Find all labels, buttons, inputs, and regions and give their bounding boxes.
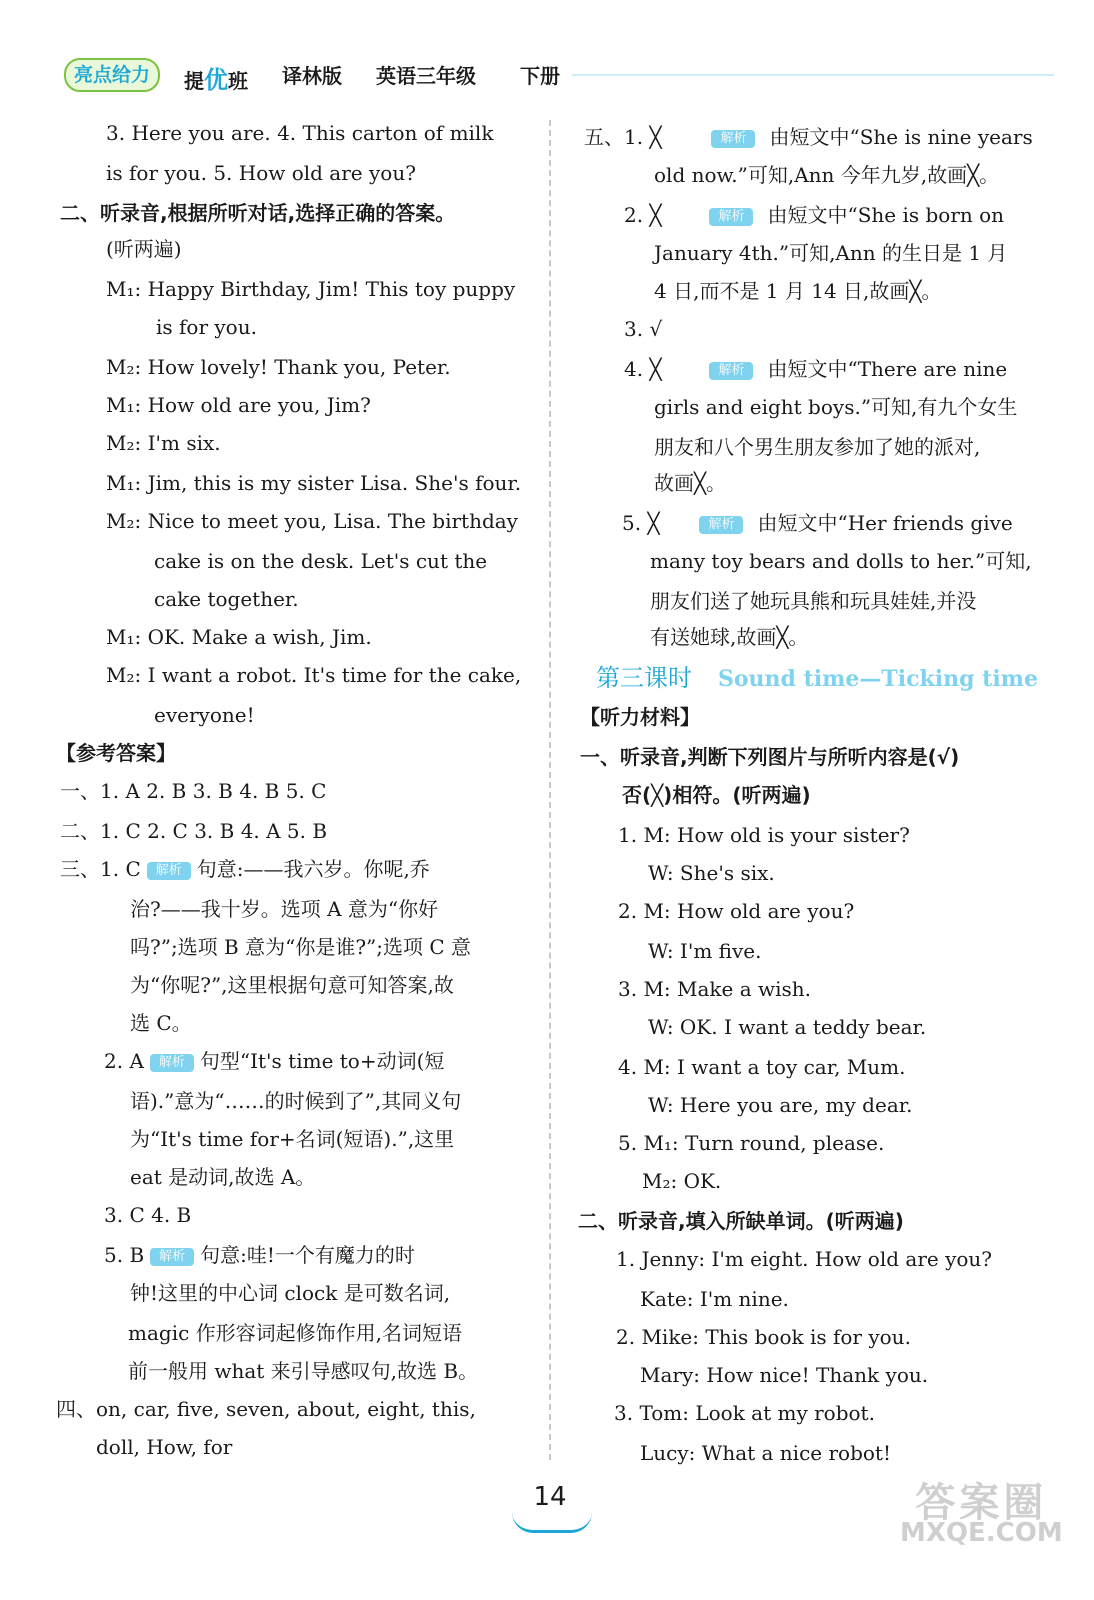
analysis-line: 钟!这里的中心词 clock 是可数名词, [130, 1281, 451, 1305]
header-rule [572, 74, 1054, 76]
analysis-tag: 解析 [711, 130, 755, 148]
analysis-line: 吗?”;选项 B 意为“你是谁?”;选项 C 意 [130, 935, 472, 959]
page-number: 14 [533, 1482, 567, 1512]
analysis-tag: 解析 [147, 862, 191, 880]
dialogue-line: 2. M: How old are you? [618, 899, 855, 923]
answer-line [60, 856, 430, 882]
dialogue-line: everyone! [154, 703, 255, 727]
analysis-line: magic 作形容词起修饰作用,名词短语 [128, 1321, 463, 1345]
answer-line: doll, How, for [96, 1435, 233, 1459]
answer-line [584, 124, 1033, 150]
analysis-line: 故画╳。 [654, 471, 727, 495]
dialogue-line: M₂: I'm six. [106, 431, 221, 455]
series-logo: 亮点给力 [64, 58, 160, 92]
analysis-text: 由短文中“She is born on [767, 203, 1005, 227]
analysis-line: January 4th.”可知,Ann 的生日是 1 月 [654, 241, 1008, 265]
analysis-line: 为“你呢?”,这里根据句意可知答案,故 [130, 973, 454, 997]
analysis-text: 句型“It's time to+动词(短 [199, 1049, 445, 1073]
dialogue-line: Lucy: What a nice robot! [640, 1441, 891, 1465]
analysis-line: 治?——我十岁。选项 A 意为“你好 [130, 897, 439, 921]
dialogue-line: M₁: Jim, this is my sister Lisa. She's four. [106, 471, 522, 495]
analysis-line: 选 C。 [130, 1011, 192, 1035]
edition: 译林版 [282, 64, 342, 88]
analysis-line: old now.”可知,Ann 今年九岁,故画╳。 [654, 163, 1000, 187]
dialogue-line: M₂: I want a robot. It's time for the cake, [106, 663, 522, 687]
dialogue-line: M₂: How lovely! Thank you, Peter. [106, 355, 451, 379]
text-line: 3. Here you are. 4. This carton of milk [106, 121, 494, 145]
answer-line: 一、1. A 2. B 3. B 4. B 5. C [60, 779, 327, 803]
analysis-text: 由短文中“She is nine years [769, 125, 1033, 149]
answer-number: 2. ╳ [624, 203, 662, 227]
analysis-text: 句意:——我六岁。你呢,乔 [196, 857, 430, 881]
dialogue-line: 1. M: How old is your sister? [618, 823, 910, 847]
answer-line: 四、on, car, five, seven, about, eight, this, [56, 1397, 476, 1421]
answer-number: 五、1. ╳ [584, 125, 662, 149]
analysis-tag: 解析 [699, 516, 743, 534]
dialogue-line: M₂: Nice to meet you, Lisa. The birthday [106, 509, 518, 533]
section-title: 二、听录音,根据所听对话,选择正确的答案。 [60, 201, 456, 225]
watermark [900, 1480, 1063, 1548]
analysis-tag: 解析 [150, 1248, 194, 1266]
section-note: (听两遍) [106, 237, 182, 261]
answers-title: 【参考答案】 [56, 741, 176, 765]
subject: 英语三年级 [376, 64, 476, 88]
answer-line [624, 356, 1007, 382]
brand-part: 班 [228, 69, 248, 93]
dialogue-line: 1. Jenny: I'm eight. How old are you? [616, 1247, 993, 1271]
analysis-line: 前一般用 what 来引导感叹句,故选 B。 [128, 1359, 479, 1383]
section-title: 否(╳)相符。(听两遍) [622, 783, 811, 807]
analysis-tag: 解析 [709, 208, 753, 226]
dialogue-line: 2. Mike: This book is for you. [616, 1325, 911, 1349]
answer-number: 2. A [104, 1049, 144, 1073]
analysis-line: 朋友们送了她玩具熊和玩具娃娃,并没 [650, 589, 977, 613]
lesson-heading [596, 658, 1038, 693]
lesson-title: Sound time—Ticking time [718, 666, 1038, 692]
lesson-number: 第三课时 [596, 664, 692, 692]
dialogue-line: 5. M₁: Turn round, please. [618, 1131, 885, 1155]
answer-line: 3. C 4. B [104, 1203, 192, 1227]
analysis-line: 4 日,而不是 1 月 14 日,故画╳。 [654, 279, 942, 303]
page-number-arc [512, 1512, 592, 1533]
answer-number: 三、1. C [60, 857, 141, 881]
page-header [64, 56, 1054, 94]
dialogue-line: W: She's six. [648, 861, 775, 885]
analysis-tag: 解析 [150, 1054, 194, 1072]
brand-part: 提 [184, 69, 204, 93]
analysis-line: 朋友和八个男生朋友参加了她的派对, [654, 435, 981, 459]
analysis-text: 由短文中“Her friends give [757, 511, 1013, 535]
dialogue-line: Kate: I'm nine. [640, 1287, 789, 1311]
answer-line: 3. √ [624, 317, 663, 341]
dialogue-line: W: OK. I want a teddy bear. [648, 1015, 927, 1039]
watermark-text: 答案圈 [915, 1480, 1048, 1526]
dialogue-line: is for you. [156, 315, 257, 339]
dialogue-line: W: Here you are, my dear. [648, 1093, 913, 1117]
watermark-url: MXQE.COM [900, 1518, 1063, 1548]
analysis-tag: 解析 [709, 362, 753, 380]
volume: 下册 [520, 64, 560, 88]
analysis-line: girls and eight boys.”可知,有九个女生 [654, 395, 1018, 419]
dialogue-line: Mary: How nice! Thank you. [640, 1363, 929, 1387]
answer-line [622, 510, 1013, 536]
analysis-line: 为“It's time for+名词(短语).”,这里 [130, 1127, 455, 1151]
answer-line [104, 1048, 444, 1074]
dialogue-line: 4. M: I want a toy car, Mum. [618, 1055, 906, 1079]
dialogue-line: 3. M: Make a wish. [618, 977, 812, 1001]
answer-line: 二、1. C 2. C 3. B 4. A 5. B [60, 819, 328, 843]
dialogue-line: M₂: OK. [642, 1169, 722, 1193]
section-title: 二、听录音,填入所缺单词。(听两遍) [578, 1209, 904, 1233]
answer-number: 4. ╳ [624, 357, 662, 381]
answer-number: 5. B [104, 1243, 145, 1267]
column-divider [549, 120, 551, 1460]
section-title: 一、听录音,判断下列图片与所听内容是(√) [580, 745, 960, 769]
answer-number: 5. ╳ [622, 511, 660, 535]
analysis-text: 由短文中“There are nine [767, 357, 1008, 381]
analysis-text: 句意:哇!一个有魔力的时 [200, 1243, 415, 1267]
answer-line [104, 1242, 415, 1268]
analysis-line: eat 是动词,故选 A。 [130, 1165, 316, 1189]
dialogue-line: W: I'm five. [648, 939, 762, 963]
dialogue-line: M₁: OK. Make a wish, Jim. [106, 625, 372, 649]
text-line: is for you. 5. How old are you? [106, 161, 416, 185]
dialogue-line: 3. Tom: Look at my robot. [614, 1401, 875, 1425]
dialogue-line: M₁: How old are you, Jim? [106, 393, 371, 417]
analysis-line: 有送她球,故画╳。 [650, 625, 809, 649]
answer-line [624, 202, 1004, 228]
analysis-line: 语).”意为“……的时候到了”,其同义句 [130, 1089, 462, 1113]
dialogue-line: M₁: Happy Birthday, Jim! This toy puppy [106, 277, 516, 301]
analysis-line: many toy bears and dolls to her.”可知, [650, 549, 1032, 573]
dialogue-line: cake is on the desk. Let's cut the [154, 549, 488, 573]
brand-part-highlight: 优 [204, 66, 228, 94]
materials-title: 【听力材料】 [580, 705, 700, 729]
brand-name [184, 60, 248, 95]
dialogue-line: cake together. [154, 587, 299, 611]
